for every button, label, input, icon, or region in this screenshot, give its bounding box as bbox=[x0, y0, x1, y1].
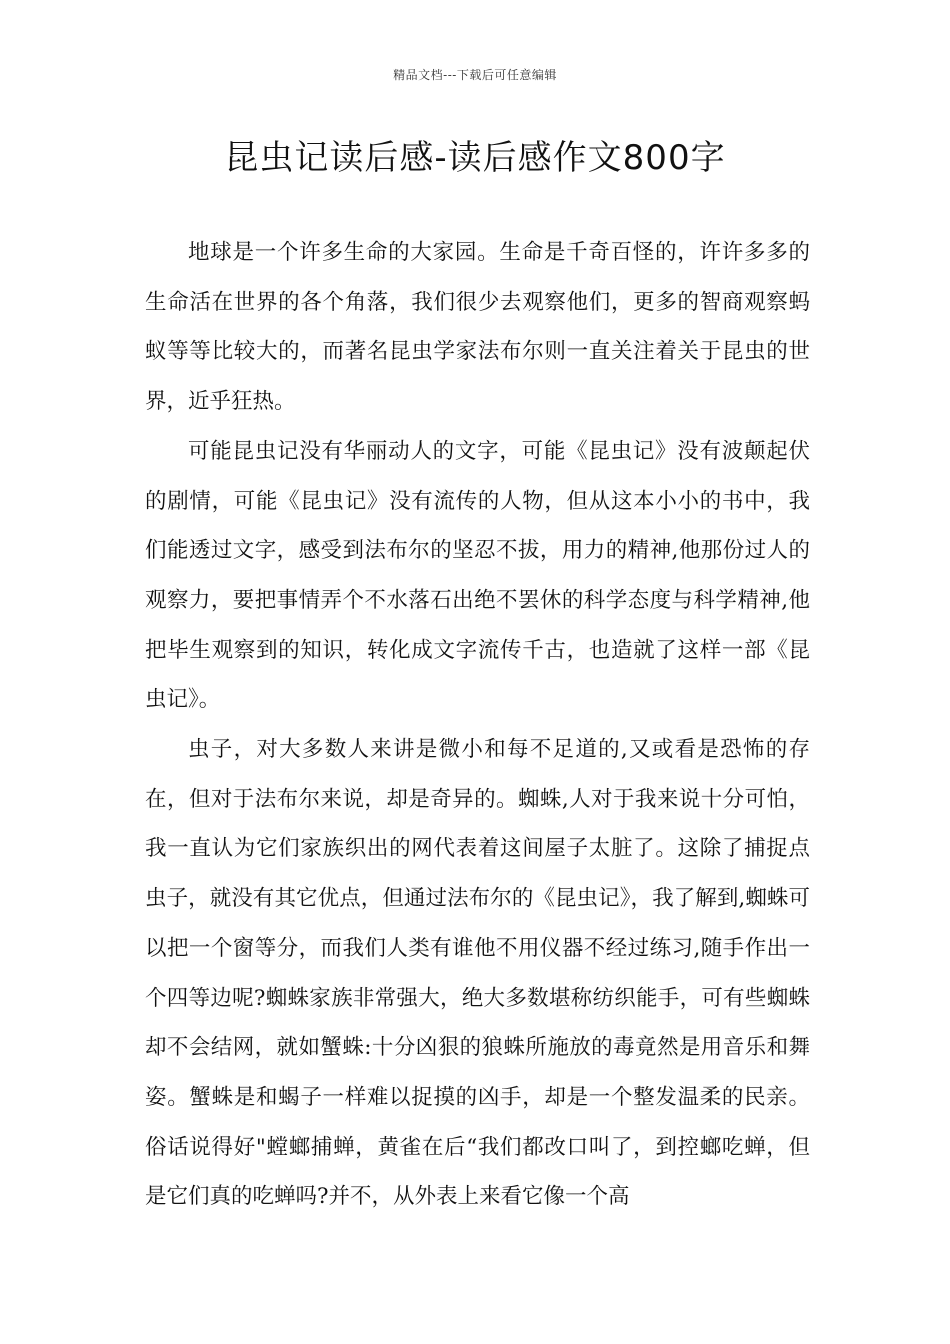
header-note: 精品文档---下载后可任意编辑 bbox=[393, 68, 557, 82]
paragraph-3: 虫子，对大多数人来讲是微小和每不足道的,又或看是恐怖的存在，但对于法布尔来说，却是奇异的。蜘蛛,人对于我来说十分可怕，我一直认为它们家族织出的网代表着这间屋子太脏了。这除了捕捉点虫子，就没有其它优点，但通过法布尔的《昆虫记》，我了解到,蜘蛛可以把一个窗等分，而我们人类有谁他不用仪器不经过练习,随手作出一个四等边呢?蜘蛛家族非常强大，绝大多数堪称纺织能手，可有些蜘蛛却不会结网，就如蟹蛛:十分凶狠的狼蛛所施放的毒竟然是用音乐和舞姿。蟹蛛是和蝎子一样难以捉摸的凶手，却是一个整发温柔的民亲。俗话说得好"螳螂捕蝉，黄雀在后“我们都改口叫了，到控螂吃蝉，但是它们真的吃蝉吗?并不，从外表上来看它像一个高 bbox=[145, 737, 810, 1210]
paragraph-2: 可能昆虫记没有华丽动人的文字，可能《昆虫记》没有波颠起伏的剧情，可能《昆虫记》没有流传的人物，但从这本小小的书中，我们能透过文字，感受到法布尔的坚忍不拔，用力的精神,他那份过人的观察力，要把事情弄个不水落石出绝不罢休的科学态度与科学精神,他把毕生观察到的知识，转化成文字流传千古，也造就了这样一部《昆虫记》。 bbox=[145, 438, 810, 713]
paragraph-1: 地球是一个许多生命的大家园。生命是千奇百怪的，许许多多的生命活在世界的各个角落，我们很少去观察他们，更多的智商观察蚂蚁等等比较大的，而著名昆虫学家法布尔则一直关注着关于昆虫的世界，近乎狂热。 bbox=[145, 240, 810, 415]
document-title: 昆虫记读后感-读后感作文800字 bbox=[224, 138, 726, 178]
document-body bbox=[145, 228, 810, 1222]
